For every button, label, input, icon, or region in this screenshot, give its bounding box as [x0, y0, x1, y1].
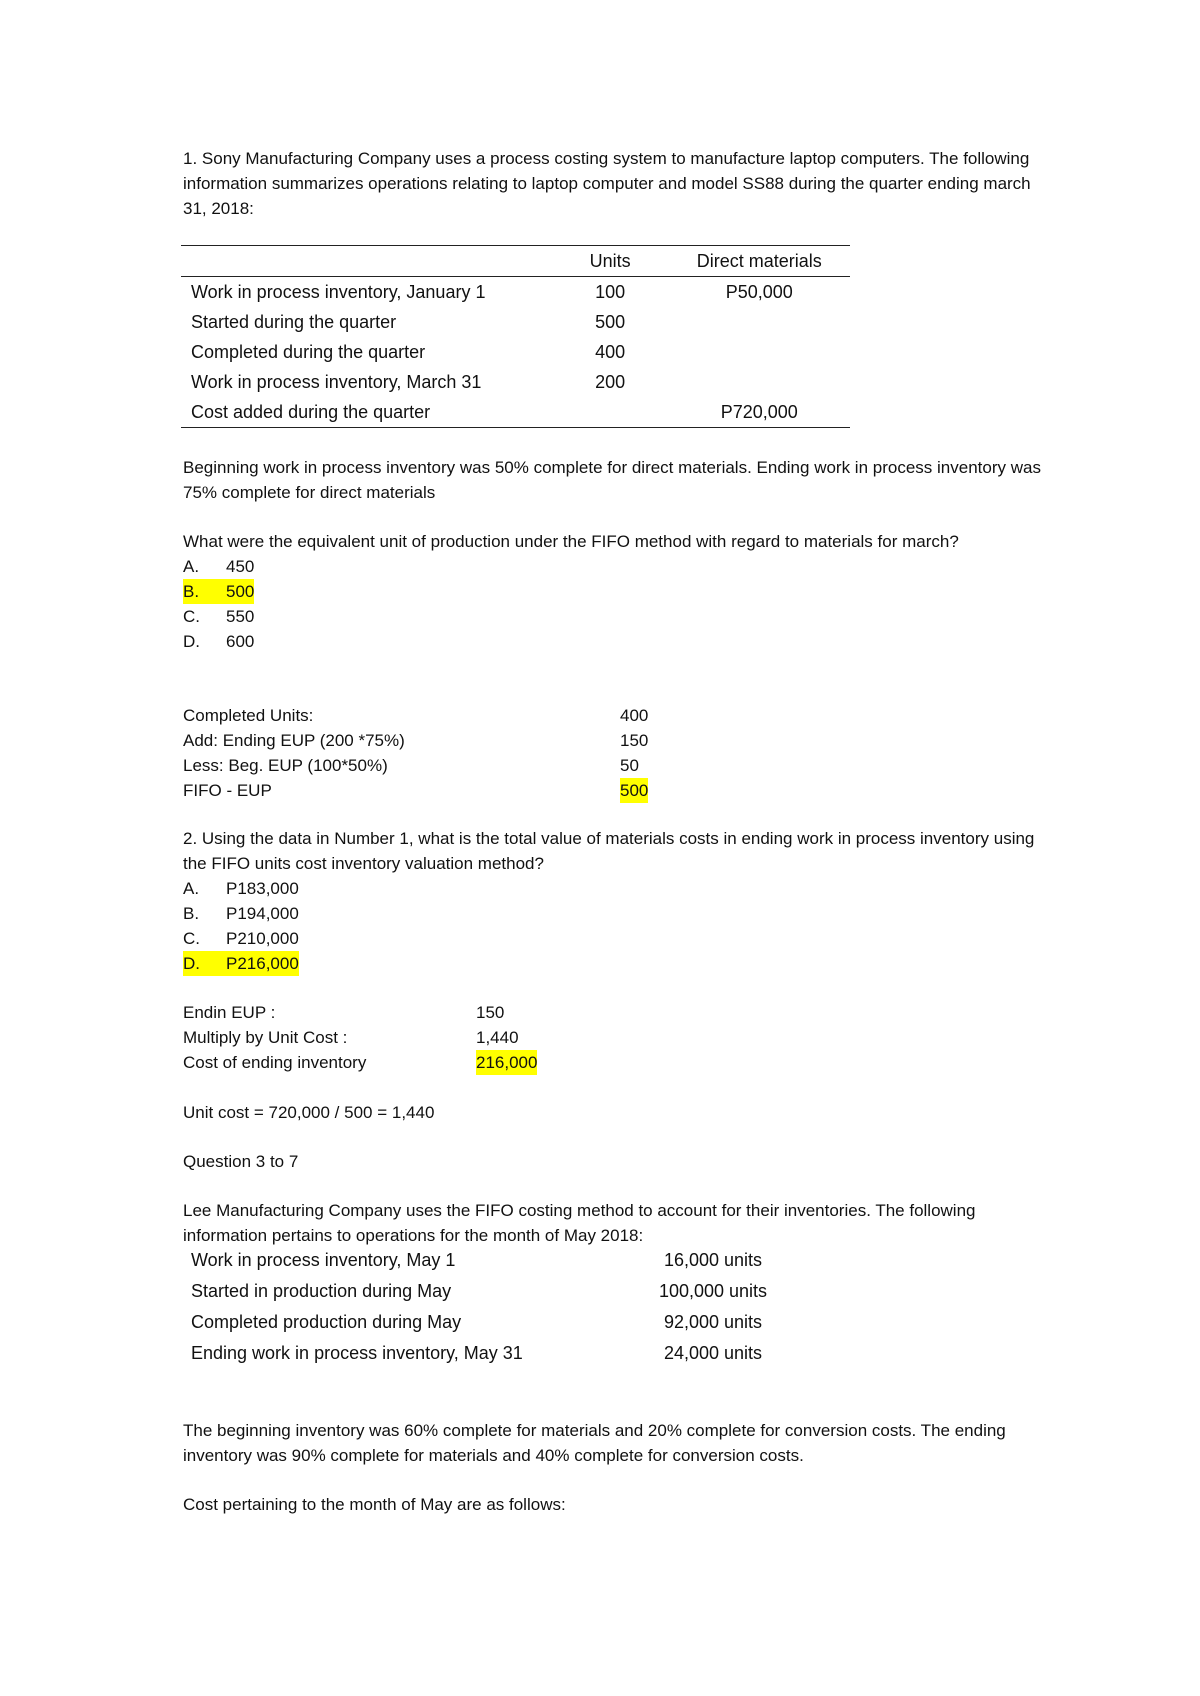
q1-question-text: What were the equivalent unit of production under the FIFO method with regard to materials for march?	[183, 532, 959, 551]
solution-value-highlighted: 500	[620, 778, 648, 803]
option-c	[183, 926, 1043, 951]
row-label: Work in process inventory, March 31	[191, 371, 482, 392]
row-dm: P720,000	[669, 397, 850, 428]
q3to7-heading-text: Question 3 to 7	[183, 1152, 299, 1171]
row-dm	[669, 337, 850, 367]
table-row	[181, 1338, 808, 1369]
option-letter: B.	[183, 579, 226, 604]
row-value: 16,000 units	[663, 1250, 763, 1270]
row-label: Completed during the quarter	[191, 341, 426, 362]
row-dm	[669, 367, 850, 397]
table-row	[181, 397, 850, 428]
option-text: P194,000	[226, 904, 299, 923]
row-units: 500	[595, 311, 626, 332]
q3to7-intro-text: Lee Manufacturing Company uses the FIFO costing method to account for their inventories. The following information pertains to operations for the month of May 2018:	[183, 1201, 976, 1245]
q1-intro	[183, 146, 1043, 221]
option-letter: D.	[183, 632, 200, 651]
q3to7-intro	[183, 1198, 1043, 1248]
q1-note	[183, 455, 1043, 505]
table-header-blank	[181, 246, 552, 277]
option-a	[183, 554, 1043, 579]
solution-row	[183, 778, 1043, 803]
q1-note-text: Beginning work in process inventory was 50% complete for direct materials. Ending work in process inventory was 75% complete for direct materials	[183, 458, 1041, 502]
option-letter: A.	[183, 879, 200, 898]
q3to7-heading	[183, 1149, 1043, 1174]
table-header-units: Units	[552, 246, 669, 277]
option-letter: C.	[183, 929, 200, 948]
solution-value: 150	[620, 731, 649, 750]
q1-solution	[183, 703, 1043, 803]
q1-intro-text: 1. Sony Manufacturing Company uses a process costing system to manufacture laptop computers. The following information summarizes operations relating to laptop computer and model SS88 during the quarter ending march 31, 2018:	[183, 149, 1031, 218]
solution-value: 50	[620, 756, 639, 775]
solution-label: Cost of ending inventory	[183, 1053, 367, 1072]
q1-question	[183, 529, 1043, 654]
option-text: P210,000	[226, 929, 299, 948]
option-d-answer	[183, 951, 1043, 976]
q3to7-data-table	[181, 1245, 808, 1369]
table-row	[181, 277, 850, 308]
q1-data-table	[181, 245, 850, 428]
option-b-answer	[183, 579, 1043, 604]
q3to7-cost-intro	[183, 1492, 1043, 1517]
option-text: 450	[226, 557, 255, 576]
option-letter: B.	[183, 904, 200, 923]
q2-question-text: 2. Using the data in Number 1, what is the total value of materials costs in ending work in process inventory using the FIFO units cost inventory valuation method?	[183, 829, 1035, 873]
q3to7-cost-intro-text: Cost pertaining to the month of May are as follows:	[183, 1495, 566, 1514]
row-label: Ending work in process inventory, May 31	[191, 1343, 523, 1363]
table-row	[181, 1276, 808, 1307]
option-c	[183, 604, 1043, 629]
row-label: Cost added during the quarter	[181, 397, 552, 428]
table-header-row	[181, 246, 850, 277]
solution-row	[183, 1000, 1043, 1025]
row-units: 100	[595, 281, 626, 302]
q2-question	[183, 826, 1043, 976]
row-dm: P50,000	[725, 281, 793, 302]
solution-label: Completed Units:	[183, 706, 314, 725]
table-row	[181, 307, 850, 337]
option-b	[183, 901, 1043, 926]
row-label: Work in process inventory, January 1	[191, 281, 486, 302]
option-text: P216,000	[226, 951, 299, 976]
solution-row	[183, 728, 1043, 753]
solution-label: Less: Beg. EUP (100*50%)	[183, 756, 388, 775]
row-value: 92,000 units	[663, 1312, 763, 1332]
row-value: 100,000 units	[658, 1281, 768, 1301]
row-label: Started during the quarter	[191, 311, 397, 332]
q3to7-note-text: The beginning inventory was 60% complete for materials and 20% complete for conversion costs. The ending inventory was 90% complete for materials and 40% complete for conversion costs.	[183, 1421, 1006, 1465]
row-label: Work in process inventory, May 1	[191, 1250, 456, 1270]
row-dm	[669, 307, 850, 337]
solution-value-highlighted: 216,000	[476, 1050, 537, 1075]
row-units: 200	[595, 371, 626, 392]
q3to7-note	[183, 1418, 1043, 1468]
solution-value: 400	[620, 706, 649, 725]
solution-row	[183, 753, 1043, 778]
solution-row	[183, 1025, 1043, 1050]
solution-value: 150	[476, 1003, 505, 1022]
q2-solution	[183, 1000, 1043, 1075]
solution-row	[183, 703, 1043, 728]
solution-label: FIFO - EUP	[183, 781, 272, 800]
option-letter: D.	[183, 951, 226, 976]
row-label: Started in production during May	[191, 1281, 452, 1301]
solution-label: Endin EUP :	[183, 1003, 276, 1022]
option-text: P183,000	[226, 879, 299, 898]
table-header-direct-materials: Direct materials	[669, 246, 850, 277]
option-letter: C.	[183, 607, 200, 626]
option-letter: A.	[183, 557, 200, 576]
option-text: 550	[226, 607, 255, 626]
option-text: 600	[226, 632, 255, 651]
row-value: 24,000 units	[663, 1343, 763, 1363]
table-row	[181, 1307, 808, 1338]
unit-cost-text: Unit cost = 720,000 / 500 = 1,440	[183, 1103, 435, 1122]
option-text: 500	[226, 579, 254, 604]
table-row	[181, 337, 850, 367]
table-row	[181, 1245, 808, 1276]
solution-label: Multiply by Unit Cost :	[183, 1028, 348, 1047]
row-units	[552, 397, 669, 428]
solution-label: Add: Ending EUP (200 *75%)	[183, 731, 405, 750]
unit-cost-line	[183, 1100, 1043, 1125]
solution-value: 1,440	[476, 1028, 519, 1047]
option-a	[183, 876, 1043, 901]
row-label: Completed production during May	[191, 1312, 462, 1332]
row-units: 400	[595, 341, 626, 362]
solution-row	[183, 1050, 1043, 1075]
table-row	[181, 367, 850, 397]
option-d	[183, 629, 1043, 654]
